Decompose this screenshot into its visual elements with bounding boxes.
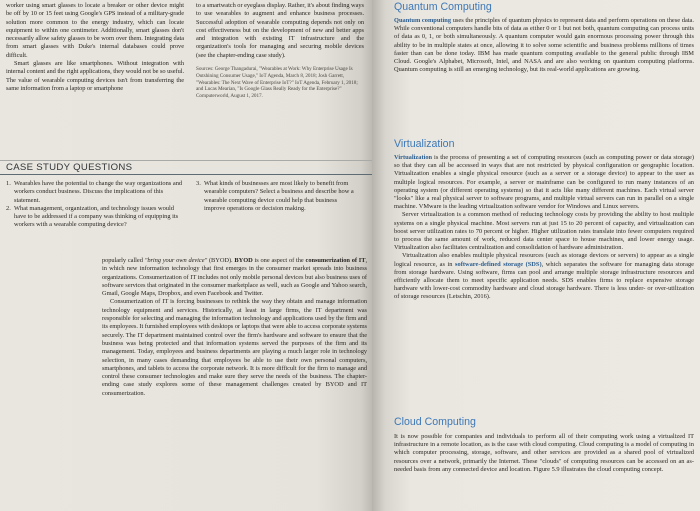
- keyword-virtualization: Virtualization: [394, 154, 433, 161]
- case-questions-right: [196, 180, 356, 213]
- question-text: What management, organization, and technology issues would have to be addressed if a company was thinking of equipping its workers with a wearable computing device?: [14, 204, 179, 229]
- sources-citation: Sources: George Thangadurai, "Wearables at Work: Why Enterprise Usage Is Outshining Consumer Usage," IoT Agenda, March 8, 2018; Josh Garrett, "Wearables: The Next Wave of Enterprise IoT?" IoT Agenda, February 1, 2018; and Lucas Mearian, "Is Google Glass Really Ready for the Enterprise?" Computerworld, August 1, 2017.: [196, 66, 358, 100]
- keyword-consumerization: consumerization of IT: [305, 257, 366, 264]
- text-run-italic: "bring your own device": [144, 257, 208, 264]
- paragraph: Server virtualization is a common method of reducing technology costs by providing the ability to host multiple systems on a single physical machine. Most servers run at just 15 to 20 percent of capacity, and virtualization can boost server utilization rates to 70 percent or higher. Higher utilization rates translate into fewer computers required to process the same amount of work, reduced data center space to house machines, and lower energy usage. Virtualization also facilitates centralization and consolidation of hardware administration.: [394, 211, 694, 252]
- question-item: [196, 180, 356, 213]
- text-run: , in which new information technology that first emerges in the consumer market spreads into business organizations. Consumerization of IT includes not only mobile personal devices but also business uses of software services that originated in the consumer marketplace as well, such as Google and Yahoo search, Gmail, Google Maps, Dropbox, and even Facebook and Twitter.: [102, 257, 367, 298]
- paragraph: Smart glasses are like smartphones. Without integration with internal content and the right applications, they would not be so useful. The value of wearable computing devices isn't from transferring the same information from a laptop or smartphone: [6, 60, 184, 92]
- text-run: (BYOD).: [207, 257, 235, 264]
- text-run: popularly called: [102, 257, 145, 264]
- quantum-section: [394, 17, 694, 74]
- left-column-top: [6, 2, 184, 93]
- cloud-section: [394, 433, 694, 474]
- question-number: 3.: [196, 180, 201, 187]
- right-page: [372, 0, 700, 511]
- keyword-byod: BYOD: [234, 257, 253, 264]
- virtualization-section: [394, 154, 694, 302]
- byod-body-column: [102, 257, 367, 398]
- heading-cloud-computing: Cloud Computing: [394, 416, 476, 428]
- question-number: 2.: [6, 204, 11, 212]
- paragraph: worker using smart glasses to locate a breaker or other device might be off by 10 or 15 feet using Google's GPS instead of a military-grade solution more common to the energy industry, which can locate equipment to within one centimeter. Additionally, smart glasses don't necessarily allow safety glasses to be worn over them. Integrating data from smart glasses with Duke's internal databases could prove difficult.: [6, 2, 184, 59]
- text-run: Virtualization also enables multiple physical resources (such as storage devices or servers) to appear as a single logical resource, as in: [394, 252, 694, 268]
- text-run: , which separates the software for managing data storage from storage hardware. Using software, firms can pool and arrange multiple storage infrastructure resources and efficiently allocate them to meet specific application needs. SDS enables firms to replace expensive storage hardware with lower-cost commodity hardware and cloud storage hardware. There is less under- or over-utilization of storage resources (Letschin, 2016).: [394, 260, 694, 301]
- text-run: is the process of presenting a set of computing resources (such as computing power or data storage) so that they can all be accessed in ways that are not restricted by physical configuration or geographic location. Virtualization enables a single physical resource (such as a server or a storage device) to appear to the user as multiple logical resources. For example, a server or mainframe can be configured to run many instances of an operating system (or different operating systems) so that it acts like many different machines. Each virtual server "looks" like a real physical server to software programs, and multiple virtual servers can run in parallel on a single machine. VMware is the leading virtualization software vendor for Windows and Linux servers.: [394, 154, 694, 211]
- paragraph: Consumerization of IT is forcing businesses to rethink the way they obtain and manage information technology equipment and services. Historically, at least in large firms, the IT department was responsible for selecting and managing the information technology and applications used by the firm and its employees. It furnished employees with desktops or laptops that were able to access corporate systems securely. The IT department maintained control over the firm's hardware and software to ensure that the business was being protected and that information systems served the purposes of the firm and its management. Today, employees and business departments are playing a much larger role in technology selection, in many cases demanding that employees be able to use their own personal computers, smartphones, and tablets to access the corporate network. It is more difficult for the firm to manage and control these consumer technologies and make sure they serve the needs of the business. The chapter-ending case study explores some of these management challenges created by BYOD and IT consumerization.: [102, 298, 367, 397]
- text-run: uses the principles of quantum physics to represent data and perform operations on these data. While conventional computers handle bits of data as either 0 or 1 but not both, quantum computing can process units of data as 0, 1, or both simultaneously. A quantum computer would gain enormous processing power through this ability to be in multiple states at once, allowing it to solve some scientific and business problems millions of times faster than can be done today. IBM has made quantum computing available to the general public through IBM Cloud. Google's Alphabet, Microsoft, Intel, and NASA and are also working on quantum computing platforms. Quantum computing is still an emerging technology, but its real-world applications are growing.: [394, 17, 694, 74]
- keyword-quantum-computing: Quantum computing: [394, 17, 452, 24]
- right-column-top: [196, 2, 364, 100]
- case-study-header-bar: [0, 160, 372, 175]
- paragraph: [394, 17, 694, 74]
- paragraph: [394, 154, 694, 211]
- paragraph: It is now possible for companies and individuals to perform all of their computing work using a virtualized IT infrastructure in a remote location, as is the case with cloud computing. Cloud computing is a model of computing in which computer processing, storage, software, and other services are provided as a shared pool of virtualized resources over a network, primarily the Internet. These "clouds" of computing resources can be accessed on an as-needed basis from any connected device and location. Figure 5.9 illustrates the cloud computing concept.: [394, 433, 694, 473]
- question-item: [6, 180, 186, 205]
- heading-virtualization: Virtualization: [394, 138, 455, 150]
- case-study-title: CASE STUDY QUESTIONS: [6, 162, 133, 173]
- question-text: Wearables have the potential to change the way organizations and workers conduct business. Discuss the implications of this statement.: [14, 180, 183, 204]
- text-run: is one aspect of the: [252, 257, 306, 264]
- question-item: [6, 205, 186, 230]
- byod-paragraph: [102, 257, 367, 298]
- keyword-sds: software-defined storage (SDS): [455, 260, 542, 268]
- case-questions-left: [6, 180, 186, 230]
- heading-quantum-computing: Quantum Computing: [394, 1, 492, 13]
- question-number: 1.: [6, 180, 11, 187]
- paragraph: [394, 252, 694, 301]
- question-text: What kinds of businesses are most likely to benefit from wearable computers? Select a business and describe how a wearable computing device could help that business improve operations or decision making.: [204, 180, 354, 212]
- paragraph: to a smartwatch or eyeglass display. Rather, it's about finding ways to use wearables to augment and enhance business processes. Successful adoption of wearable computing depends not only on cost effectiveness but on the development of new and better apps and integration with existing IT infrastructure and the organization's tools for managing and securing mobile devices (see the chapter-ending case study).: [196, 2, 364, 59]
